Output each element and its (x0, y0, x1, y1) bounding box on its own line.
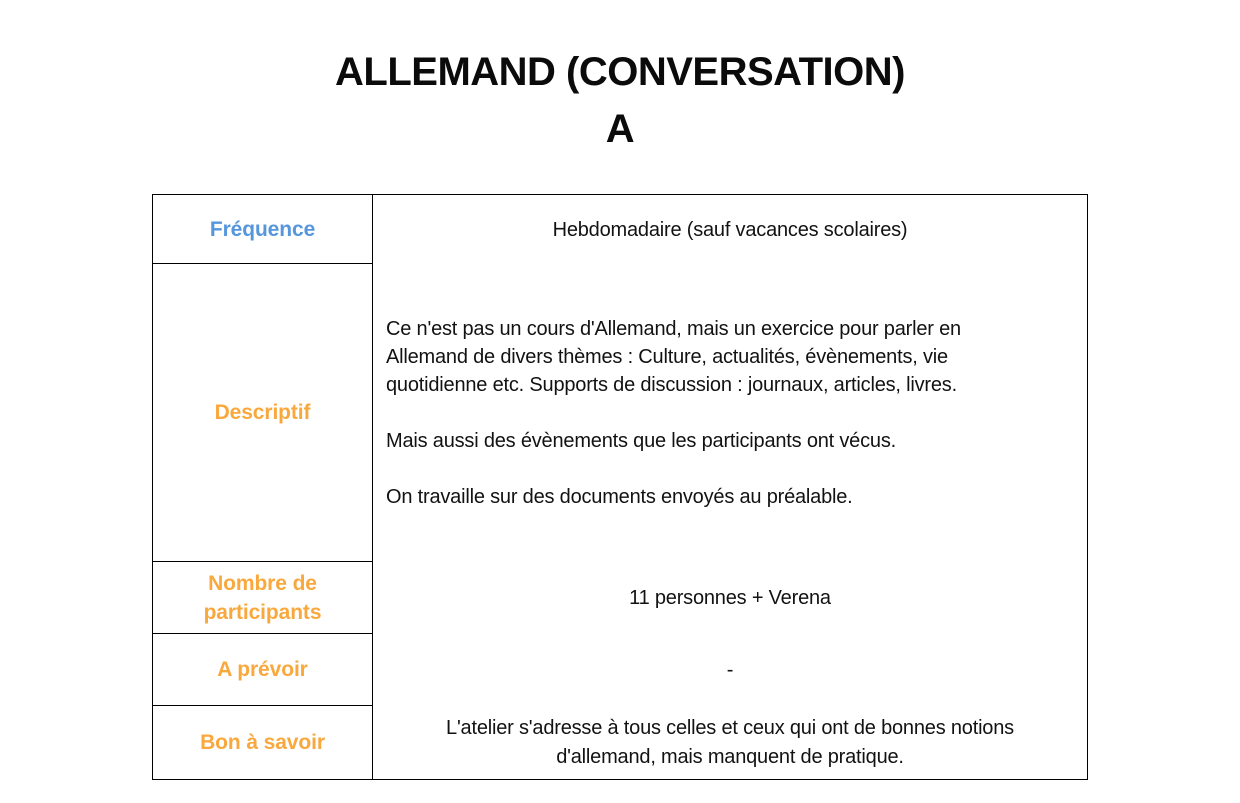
page-title-line1: ALLEMAND (CONVERSATION) (335, 50, 905, 94)
row-label-frequence: Fréquence (153, 195, 373, 264)
descriptif-paragraph-1: Ce n'est pas un cours d'Allemand, mais un exercice pour parler en Allemand de divers thèmes : Culture, actualités, évènements, vie quotidienne etc. Supports de discussion : journaux, articles, livres. (386, 318, 961, 396)
descriptif-paragraphs (386, 315, 988, 511)
course-info-table (152, 194, 1088, 780)
row-value-frequence: Hebdomadaire (sauf vacances scolaires) (552, 218, 908, 241)
row-value-bon-a-savoir (373, 706, 1087, 779)
row-value-descriptif (373, 264, 1087, 562)
row-label-a-prevoir: A prévoir (153, 634, 373, 706)
descriptif-paragraph-2: Mais aussi des évènements que les participants ont vécus. (386, 430, 896, 452)
row-label-bon-a-savoir: Bon à savoir (153, 706, 373, 779)
row-value-nombre-participants: 11 personnes + Verena (629, 587, 831, 609)
page-title (0, 0, 1240, 158)
row-label-descriptif: Descriptif (153, 264, 373, 562)
descriptif-paragraph-3: On travaille sur des documents envoyés au préalable. (386, 486, 853, 508)
row-value-a-prevoir: - (726, 659, 734, 681)
row-label-nombre-participants: Nombre de participants (153, 562, 373, 634)
bon-a-savoir-text: L'atelier s'adresse à tous celles et ceux qui ont de bonnes notions d'allemand, mais manquent de pratique. (446, 716, 1014, 768)
page-title-line2: A (605, 107, 635, 151)
